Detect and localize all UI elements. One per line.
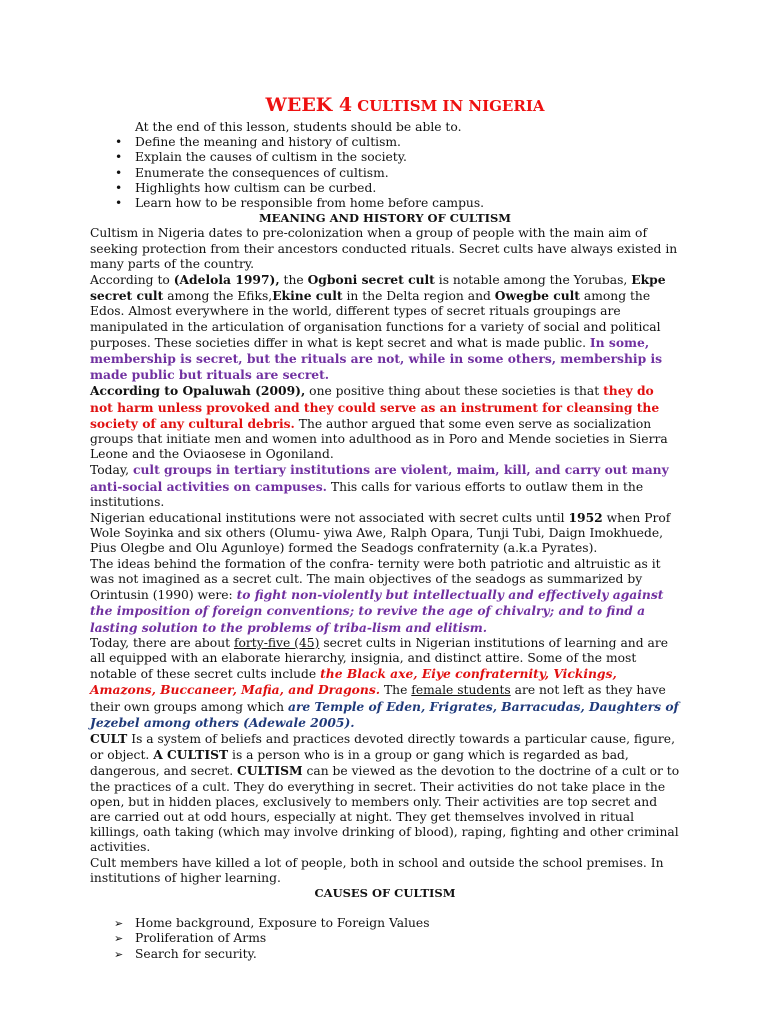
term: CULTISM [237,763,303,779]
section-heading-causes: CAUSES OF CULTISM [314,885,456,900]
text: can be viewed as the devotion to the doctrine of a cult or to the practices of a cult. They do everything in secret. Their activities do not take place in the open, but in hidden places, exclusively to members only. Their activities are top secret and are carried out at odd hours, especially at night. They get themselves involved in ritual killings, oath taking (which may involve drinking of blood), raping, fighting and other criminal activities. [90,764,680,855]
page-title [130,92,680,120]
list-item: • Learn how to be responsible from home before campus. [90,196,680,211]
text: Today, there are about [90,635,234,650]
list-item: • Define the meaning and history of cultism. [90,135,680,150]
text: Nigerian educational institutions were not associated with secret cults until [90,511,569,526]
paragraph-1: Cultism in Nigeria dates to pre-colonization when a group of people with the main aim of seeking protection from their ancestors conducted rituals. Secret cults have always existed in many parts of the country. [90,226,678,271]
citation: (Adelola 1997), [173,272,280,288]
text: The ideas behind the formation of the confra- ternity were both patriotic and altruistic as it was not imagined as a secret cult. The main objectives of the seadogs as summarized by Orintusin (1990) were: [90,556,661,603]
text: one positive thing about these societies is that [305,384,604,399]
paragraph-3 [90,383,680,462]
title-week: WEEK 4 [265,94,353,116]
text: The author argued that some even serve as socialization groups that initiate men and women into adulthood as in Poro and Mende societies in Sierra Leone and the Oviaosese in Ogoniland. [90,416,668,462]
paragraph-6 [90,557,680,636]
title-topic: CULTISM IN NIGERIA [357,97,545,115]
document-page [90,92,680,962]
paragraph-8 [90,731,680,856]
list-item: ➢ Search for security. [90,947,680,962]
underlined-text: forty-five (45) [233,635,320,650]
cult-name: Ogboni secret cult [307,272,435,288]
highlight-text: to fight non-violently but intellectually and effectively against the imposition of foreign conventions; to revive the age of chivalry; and to find a lasting solution to the problems of triba-lism and elitism. [90,587,664,635]
year: 1952 [568,510,603,526]
text: in the Delta region and [342,289,495,304]
text: the [279,273,308,288]
text: secret cults in Nigerian institutions of learning and are all equipped with an elaborate hierarchy, insignia, and distinct attire. Some of the most notable of these secret cults include [90,635,668,682]
paragraph-9: Cult members have killed a lot of people, both in school and outside the school premises. In institutions of higher learning. [90,855,664,885]
text: Is a system of beliefs and practices devoted directly towards a particular cause, figure, or object. [90,731,675,763]
paragraph-4 [90,462,680,510]
text: when Prof Wole Soyinka and six others (Olumu- yiwa Awe, Ralph Opara, Tunji Tubi, Daign Imokhuede, Pius Olegbe and Olu Agunloye) formed the Seadogs confraternity (a.k.a Pyrates). [90,511,671,556]
list-item: ➢ Proliferation of Arms [90,931,680,946]
text: are not left as they have their own groups among which [90,683,666,714]
citation: According to Opaluwah (2009), [90,383,306,399]
objectives-intro: At the end of this lesson, students should be able to. [135,120,462,134]
objectives-section [90,120,680,211]
highlight-text: the Black axe, Eiye confraternity, Vickings, Amazons, Buccaneer, Mafia, and Dragons. [90,666,617,698]
text: among the Efiks, [163,289,273,304]
highlight-text: are Temple of Eden, Frigrates, Barracudas, Daughters of Jezebel among others (Adewale 2005). [90,698,679,730]
objectives-list [90,135,680,211]
highlight-text: cult groups in tertiary institutions are violent, maim, kill, and carry out many anti-social activities on campuses. [90,462,669,494]
highlight-text: In some, membership is secret, but the rituals are not, while in some others, membership is made public but rituals are secret. [90,334,663,383]
cult-name: Owegbe cult [494,288,580,304]
text: among the Edos. Almost everywhere in the world, different types of secret rituals groupings are manipulated in the articulation of organisation functions for a variety of social and political purposes. These societies differ in what is kept secret and what is made public. [90,289,661,350]
list-item: • Highlights how cultism can be curbed. [90,181,680,196]
highlight-text: they do not harm unless provoked and they could serve as an instrument for cleansing the society of any cultural debris. [90,383,660,431]
underlined-text: female students [411,683,511,698]
list-item: • Enumerate the consequences of cultism. [90,166,680,181]
body-text [90,226,680,886]
text: is a person who is in a group or gang which is regarded as bad, dangerous, and secret. [90,748,629,779]
section-heading-meaning: MEANING AND HISTORY OF CULTISM [258,211,512,226]
paragraph-2 [90,272,680,383]
causes-list [90,916,680,962]
cult-name: Ekine cult [272,288,343,304]
text: The [380,683,412,698]
text: Today, [90,463,133,478]
spacer [90,901,680,916]
list-item: ➢ Home background, Exposure to Foreign Values [90,916,680,931]
term: CULT [90,730,128,746]
paragraph-7 [90,636,680,731]
paragraph-5 [90,510,680,557]
text: is notable among the Yorubas, [434,273,632,288]
text: According to [90,273,174,288]
term: A CULTIST [153,747,229,763]
text: This calls for various efforts to outlaw them in the institutions. [90,479,644,509]
cult-name: Ekpe secret cult [90,272,666,304]
list-item: • Explain the causes of cultism in the society. [90,150,680,165]
